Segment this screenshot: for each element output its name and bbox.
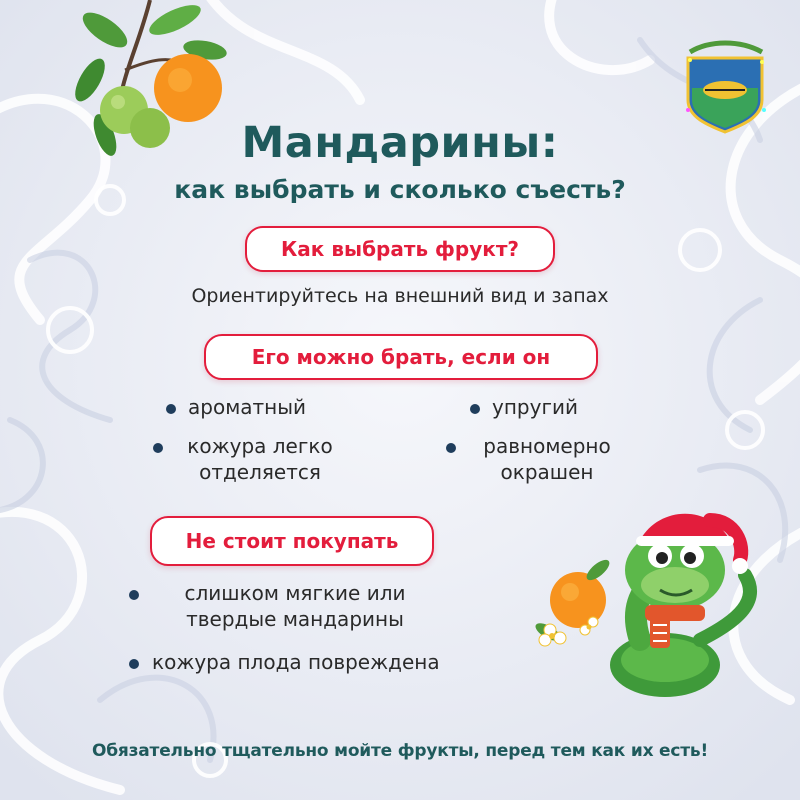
item-text-line2: твердые мандарины: [186, 607, 404, 631]
item-text: кожура плода повреждена: [152, 650, 440, 674]
item-text-line2: отделяется: [199, 460, 321, 484]
page-title: Мандарины:: [241, 118, 559, 168]
can-buy-heading: Его можно брать, если он: [204, 334, 598, 380]
choose-fruit-text: Ориентируйтесь на внешний вид и запах: [191, 285, 609, 307]
item-text-line2: окрашен: [500, 460, 594, 484]
item-text: ароматный: [188, 395, 307, 419]
tangerine-icon: [533, 556, 613, 646]
item-text-line1: равномерно: [483, 434, 611, 458]
item-text: упругий: [492, 395, 578, 419]
item-text-line1: кожура легко: [187, 434, 333, 458]
footer-note: Обязательно тщательно мойте фрукты, перед тем как их есть!: [91, 741, 709, 761]
choose-fruit-heading: Как выбрать фрукт?: [245, 226, 555, 272]
page-subtitle: как выбрать и сколько съесть?: [174, 175, 626, 204]
item-text-line1: слишком мягкие или: [184, 581, 406, 605]
do-not-buy-heading: Не стоит покупать: [150, 516, 434, 566]
